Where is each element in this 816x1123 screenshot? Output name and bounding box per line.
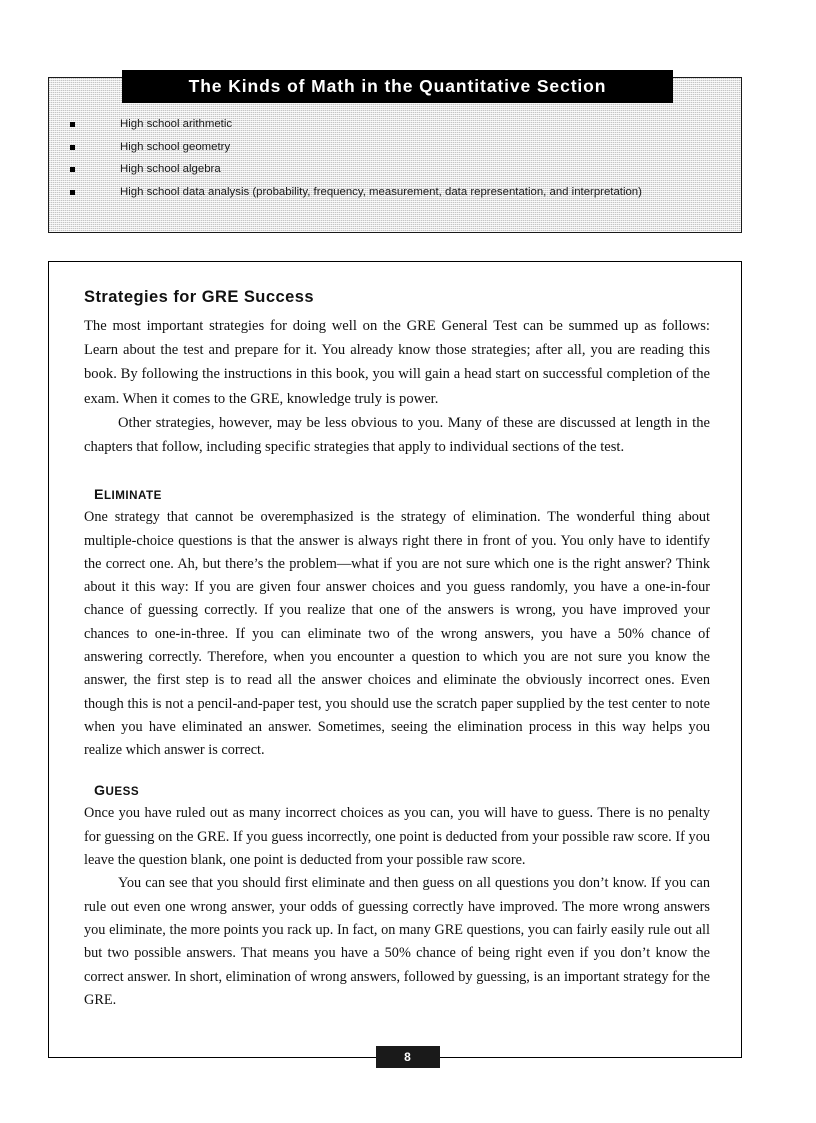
section-title: Strategies for GRE Success (84, 288, 314, 306)
subhead-guess (94, 783, 710, 799)
list-item-label: High school algebra (120, 163, 221, 175)
intro-paragraph-2: Other strategies, however, may be less obvious to you. Many of these are discussed at length in the chapters that follow, including specific strategies that apply to individual sections of the test. (84, 414, 710, 456)
list-item (48, 163, 742, 175)
guess-paragraph-2: You can see that you should first eliminate and then guess on all questions you don’t know. If you can rule out even one wrong answer, your odds of guessing correctly have improved. The more wrong answers you eliminate, the more points you rack up. In fact, on many GRE questions, you can fairly easily rule out all but two possible answers. That means you have a 50% chance of being right even if you don’t know the correct answer. In short, elimination of wrong answers, followed by guessing, is an important strategy for the GRE. (84, 875, 710, 1008)
list-item-label: High school data analysis (probability, frequency, measurement, data representation, and interpretation) (120, 185, 642, 198)
content-inner (84, 288, 710, 1012)
list-item (48, 118, 742, 130)
square-bullet-icon (70, 122, 75, 127)
intro-paragraph-1: The most important strategies for doing well on the GRE General Test can be summed up as follows: Learn about the test and prepare for it. You already know those strategies; after all, you are reading this book. By following the instructions in this book, you will gain a head start on successful completion of the exam. When it comes to the GRE, knowledge truly is power. (84, 318, 710, 407)
spacer (84, 762, 710, 783)
square-bullet-icon (70, 167, 75, 172)
content-box (48, 261, 742, 1058)
subhead-eliminate (94, 487, 710, 503)
page-number-badge: 8 (376, 1046, 440, 1068)
list-item-label: High school geometry (120, 140, 231, 153)
spacer (84, 459, 710, 487)
list-item (48, 186, 742, 198)
square-bullet-icon (70, 145, 75, 150)
subhead-eliminate-rest: LIMINATE (103, 489, 162, 503)
callout-list (48, 118, 742, 208)
callout-title-banner: The Kinds of Math in the Quantitative Section (122, 70, 673, 103)
list-item-label: High school arithmetic (120, 118, 233, 130)
list-item (48, 141, 742, 153)
square-bullet-icon (70, 190, 75, 195)
subhead-guess-rest: UESS (105, 785, 140, 799)
subhead-eliminate-initial: E (94, 487, 104, 504)
eliminate-paragraph: One strategy that cannot be overemphasized is the strategy of elimination. The wonderful thing about multiple-choice questions is that the answer is always right there in front of you. You only have to identify the correct one. Ah, but there’s the problem—what if you are not sure which one is the right answer? Think about it this way: If you are given four answer choices and you guess randomly, you have a one-in-four chance of guessing correctly. If you realize that one of the answers is wrong, you have improved your chances to one-in-three. If you can eliminate two of the wrong answers, you have a 50% chance of answering correctly. Therefore, when you encounter a question to which you are not sure you know the answer, the first step is to read all the answer choices and eliminate the obviously incorrect ones. Even though this is not a pencil-and-paper test, you should use the scratch paper supplied by the test center to note when you have eliminated an answer. Sometimes, seeing the elimination process in this way helps you realize which answer is correct. (84, 509, 710, 759)
subhead-guess-initial: G (94, 783, 106, 800)
guess-paragraph-1: Once you have ruled out as many incorrect choices as you can, you will have to guess. There is no penalty for guessing on the GRE. If you guess incorrectly, one point is deducted from your possible raw score. If you leave the question blank, one point is deducted from your possible raw score. (84, 805, 710, 869)
